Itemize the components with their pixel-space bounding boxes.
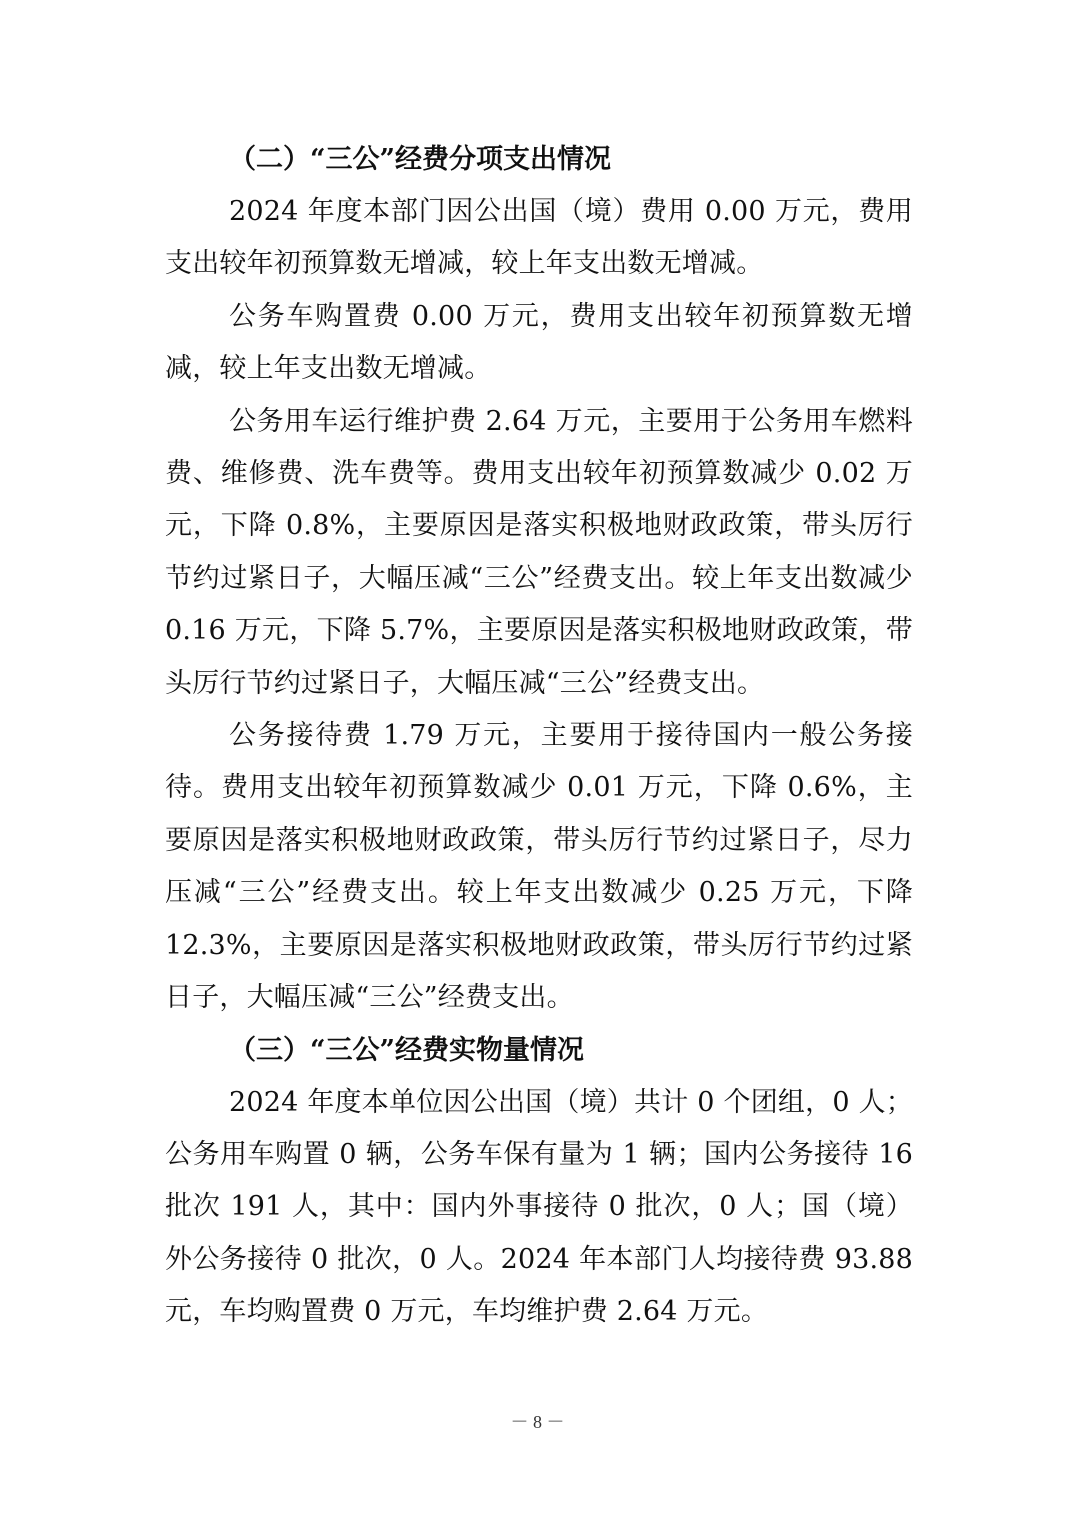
section-2-heading: （二）“三公”经费分项支出情况 [229, 144, 612, 175]
page-number: － 8 － [510, 1412, 565, 1432]
section-2-paragraph-1: 2024 年度本部门因公出国（境）费用 0.00 万元，费用支出较年初预算数无增减，较上年支出数无增减。 [165, 196, 913, 280]
section-2-paragraph-3: 公务用车运行维护费 2.64 万元，主要用于公务用车燃料费、维修费、洗车费等。费用支出较年初预算数减少 0.02 万元，下降 0.8%，主要原因是落实积极地财政政策，带头厉行节约过紧日子，大幅压减“三公”经费支出。较上年支出数减少 0.16 万元，下降 5.7%，主要原因是落实积极地财政政策，带头厉行节约过紧日子，大幅压减“三公”经费支出。 [165, 405, 913, 699]
section-3-heading: （三）“三公”经费实物量情况 [229, 1034, 585, 1066]
section-2-paragraph-2: 公务车购置费 0.00 万元，费用支出较年初预算数无增减，较上年支出数无增减。 [165, 300, 913, 385]
section-3-paragraph-1: 2024 年度本单位因公出国（境）共计 0 个团组，0 人；公务用车购置 0 辆，公务车保有量为 1 辆；国内公务接待 16 批次 191 人，其中：国内外事接待 0 批次，0 人；国（境）外公务接待 0 批次，0 人。2024 年本部门人均接待费 93.88 元，车均购置费 0 万元，车均维护费 2.64 万元。 [165, 1086, 913, 1328]
section-2-paragraph-4: 公务接待费 1.79 万元，主要用于接待国内一般公务接待。费用支出较年初预算数减少 0.01 万元，下降 0.6%，主要原因是落实积极地财政政策，带头厉行节约过紧日子，尽力压减“三公”经费支出。较上年支出数减少 0.25 万元，下降 12.3%，主要原因是落实积极地财政政策，带头厉行节约过紧日子，大幅压减“三公”经费支出。 [165, 720, 913, 1014]
page-body [165, 134, 913, 1339]
